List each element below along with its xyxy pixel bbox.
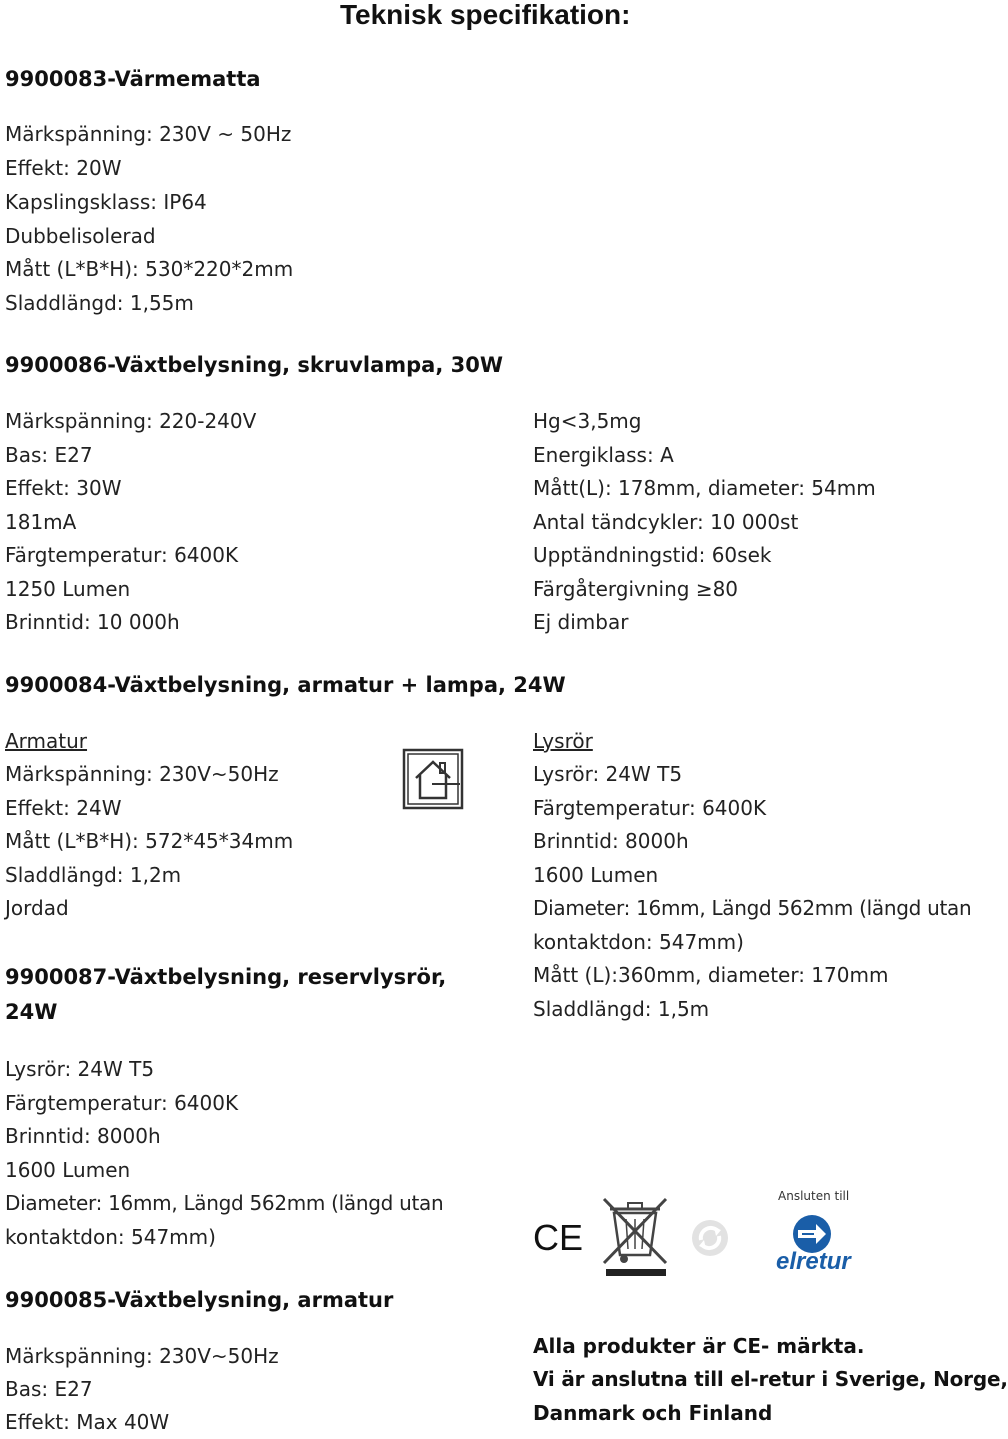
spec-line: Färgåtergivning ≥80 xyxy=(533,577,739,601)
spec-line: Hg<3,5mg xyxy=(533,409,642,433)
spec-line: 1600 Lumen xyxy=(5,1158,131,1182)
spec-line: Jordad xyxy=(5,896,69,920)
spec-line: Kapslingsklass: IP64 xyxy=(5,190,207,214)
spec-line: Dubbelisolerad xyxy=(5,224,156,248)
spec-line: Märkspänning: 230V~50Hz xyxy=(5,762,279,786)
section-heading-armatur-lampa: 9900084-Växtbelysning, armatur + lampa, 24W xyxy=(5,673,566,697)
spec-line: Antal tändcykler: 10 000st xyxy=(533,510,799,534)
spec-line: 181mA xyxy=(5,510,77,534)
spec-line: Mått (L*B*H): 572*45*34mm xyxy=(5,829,294,853)
page-title: Teknisk specifikation: xyxy=(340,0,631,30)
section-heading-varmematta: 9900083-Värmematta xyxy=(5,67,261,91)
spec-line: Ej dimbar xyxy=(533,610,629,634)
spec-line: Effekt: Max 40W xyxy=(5,1410,170,1434)
spec-line: Färgtemperatur: 6400K xyxy=(533,796,767,820)
spec-line: 1250 Lumen xyxy=(5,577,131,601)
footer-elretur-note: Vi är anslutna till el-retur i Sverige, Norge, xyxy=(533,1367,1008,1391)
footer-elretur-note-cont: Danmark och Finland xyxy=(533,1401,773,1425)
section-heading-skruvlampa: 9900086-Växtbelysning, skruvlampa, 30W xyxy=(5,353,504,377)
indoor-use-icon xyxy=(402,748,464,810)
spec-line: Sladdlängd: 1,5m xyxy=(533,997,710,1021)
spec-line: Brinntid: 8000h xyxy=(533,829,689,853)
armatur-subheading: Armatur xyxy=(5,729,88,753)
spec-line: Brinntid: 8000h xyxy=(5,1124,161,1148)
spec-line: kontaktdon: 547mm) xyxy=(533,930,744,954)
spec-line: Märkspänning: 230V ~ 50Hz xyxy=(5,122,292,146)
section-heading-reservlysror: 9900087-Växtbelysning, reservlysrör, xyxy=(5,965,447,989)
spec-line: 1600 Lumen xyxy=(533,863,659,887)
spec-line: Färgtemperatur: 6400K xyxy=(5,543,239,567)
ce-mark: CE xyxy=(533,1217,584,1258)
spec-line: Energiklass: A xyxy=(533,443,674,467)
elretur-wordmark: elretur xyxy=(776,1248,851,1275)
spec-line: Effekt: 24W xyxy=(5,796,122,820)
section-heading-reservlysror-cont: 24W xyxy=(5,1000,58,1024)
elretur-caption: Ansluten till xyxy=(778,1189,850,1203)
spec-line: Lysrör: 24W T5 xyxy=(5,1057,155,1081)
spec-line: Färgtemperatur: 6400K xyxy=(5,1091,239,1115)
spec-line: Mått (L):360mm, diameter: 170mm xyxy=(533,963,889,987)
spec-line: Mått(L): 178mm, diameter: 54mm xyxy=(533,476,876,500)
spec-line: Bas: E27 xyxy=(5,1377,93,1401)
recycle-icon xyxy=(690,1218,730,1258)
spec-line: Bas: E27 xyxy=(5,443,93,467)
spec-line: Brinntid: 10 000h xyxy=(5,610,180,634)
spec-line: Upptändningstid: 60sek xyxy=(533,543,772,567)
spec-line: Mått (L*B*H): 530*220*2mm xyxy=(5,257,294,281)
crossed-out-bin-icon xyxy=(600,1195,672,1279)
spec-line: Diameter: 16mm, Längd 562mm (längd utan xyxy=(5,1191,444,1215)
spec-line: Märkspänning: 220-240V xyxy=(5,409,257,433)
spec-line: Sladdlängd: 1,2m xyxy=(5,863,182,887)
spec-line: Märkspänning: 230V~50Hz xyxy=(5,1344,279,1368)
lysror-subheading: Lysrör xyxy=(533,729,593,753)
spec-line: Sladdlängd: 1,55m xyxy=(5,291,194,315)
section-heading-armatur: 9900085-Växtbelysning, armatur xyxy=(5,1288,394,1312)
spec-line: Effekt: 30W xyxy=(5,476,122,500)
spec-line: Lysrör: 24W T5 xyxy=(533,762,683,786)
footer-ce-note: Alla produkter är CE- märkta. xyxy=(533,1334,865,1358)
spec-line: Effekt: 20W xyxy=(5,156,122,180)
spec-line: Diameter: 16mm, Längd 562mm (längd utan xyxy=(533,896,972,920)
spec-line: kontaktdon: 547mm) xyxy=(5,1225,216,1249)
